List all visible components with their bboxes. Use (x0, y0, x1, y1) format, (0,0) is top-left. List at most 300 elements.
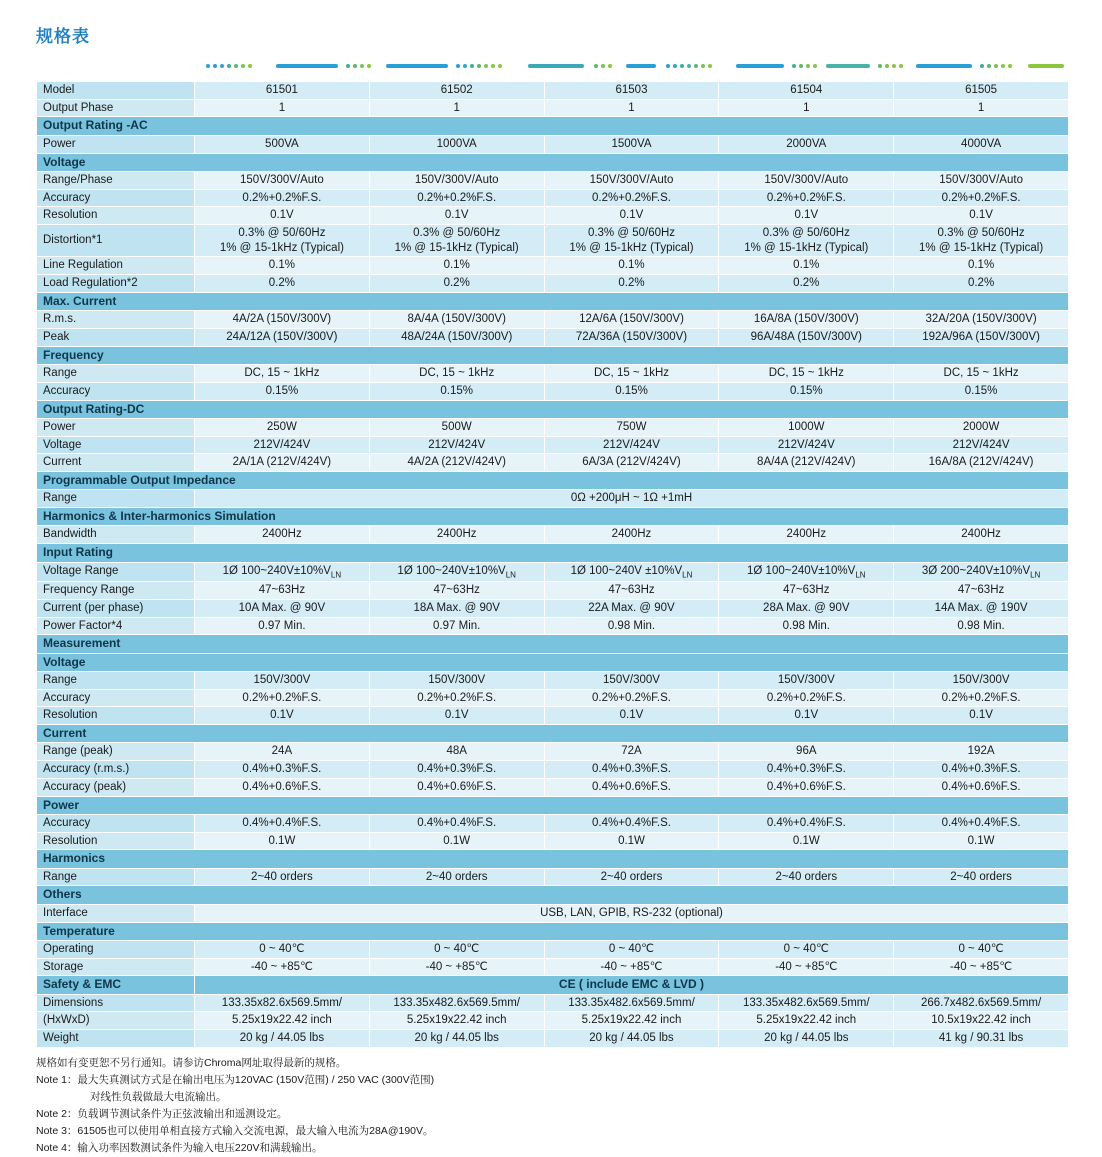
table-row (37, 707, 1069, 725)
row-cell: 0.1W (894, 832, 1069, 850)
row-cell: 20 kg / 44.05 lbs (369, 1030, 544, 1048)
row-label: Resolution (37, 832, 195, 850)
row-cell: 0 ~ 40℃ (369, 940, 544, 958)
table-section-row (37, 472, 1069, 490)
row-cell: 0.1V (195, 207, 370, 225)
row-cell: 72A/36A (150V/300V) (544, 328, 719, 346)
row-cell: 1 (369, 99, 544, 117)
row-cell: 0.98 Min. (894, 617, 1069, 635)
row-cell: 0.2%+0.2%F.S. (719, 689, 894, 707)
row-cell: 5.25x19x22.42 inch (195, 1012, 370, 1030)
table-row (37, 617, 1069, 635)
row-cell: 0.4%+0.3%F.S. (369, 761, 544, 779)
row-cell: 0.2%+0.2%F.S. (719, 189, 894, 207)
row-cell: 212V/424V (369, 436, 544, 454)
row-cell: 150V/300V/Auto (544, 171, 719, 189)
table-row (37, 904, 1069, 922)
table-section-row (37, 922, 1069, 940)
row-cell: 32A/20A (150V/300V) (894, 311, 1069, 329)
row-cell: 0.3% @ 50/60Hz 1% @ 15-1kHz (Typical) (369, 225, 544, 257)
row-cell: 2~40 orders (369, 868, 544, 886)
row-label: Resolution (37, 207, 195, 225)
table-row (37, 940, 1069, 958)
row-label: Accuracy (37, 689, 195, 707)
row-cell: 750W (544, 418, 719, 436)
table-section-row (37, 850, 1069, 868)
note-line: 规格如有变更恕不另行通知。请参访Chroma网址取得最新的规格。 (36, 1056, 347, 1069)
row-cell: 20 kg / 44.05 lbs (195, 1030, 370, 1048)
row-cell: 0.1V (894, 707, 1069, 725)
table-row (37, 582, 1069, 600)
row-cell: 10A Max. @ 90V (195, 599, 370, 617)
section-label: Others (37, 886, 1069, 904)
table-section-row (37, 117, 1069, 135)
row-cell: 0.1% (894, 257, 1069, 275)
row-label: Peak (37, 328, 195, 346)
row-cell: 2A/1A (212V/424V) (195, 454, 370, 472)
row-cell: 47~63Hz (719, 582, 894, 600)
section-label: Programmable Output Impedance (37, 472, 1069, 490)
row-cell: 96A/48A (150V/300V) (719, 328, 894, 346)
row-cell: 61505 (894, 82, 1069, 100)
table-row (37, 418, 1069, 436)
row-cell: 1 (894, 99, 1069, 117)
table-row (37, 189, 1069, 207)
row-cell: 2400Hz (369, 526, 544, 544)
row-label: Accuracy (37, 814, 195, 832)
row-cell: 1Ø $100\sim 240V\pm 10\%V_{LN}$ (369, 562, 544, 582)
row-cell: 6A/3A (212V/424V) (544, 454, 719, 472)
row-cell: 2400Hz (894, 526, 1069, 544)
row-cell: 192A (894, 743, 1069, 761)
table-row (37, 958, 1069, 976)
row-cell: 0.1W (369, 832, 544, 850)
row-cell: 0.2% (195, 275, 370, 293)
table-row (37, 454, 1069, 472)
note-line: Note 3：61505也可以使用单相直接方式输入交流电源，最大输入电流为28A@190V。 (36, 1124, 434, 1137)
row-cell: -40 ~ +85℃ (719, 958, 894, 976)
table-row (37, 526, 1069, 544)
row-cell: 28A Max. @ 90V (719, 599, 894, 617)
row-label: R.m.s. (37, 311, 195, 329)
row-label: Accuracy (peak) (37, 778, 195, 796)
table-row (37, 257, 1069, 275)
table-row (37, 275, 1069, 293)
table-section-row (37, 653, 1069, 671)
section-label: Max. Current (37, 292, 1069, 310)
row-label: Interface (37, 904, 195, 922)
row-cell: 1000W (719, 418, 894, 436)
row-cell: 0.98 Min. (544, 617, 719, 635)
table-row (37, 135, 1069, 153)
row-cell: 0.1W (195, 832, 370, 850)
row-label: Range (37, 671, 195, 689)
row-cell: 61503 (544, 82, 719, 100)
table-row (37, 82, 1069, 100)
row-label: Operating (37, 940, 195, 958)
row-cell: 5.25x19x22.42 inch (719, 1012, 894, 1030)
row-cell: 24A/12A (150V/300V) (195, 328, 370, 346)
specification-table-body (37, 82, 1069, 1048)
row-label: Accuracy (r.m.s.) (37, 761, 195, 779)
row-cell: -40 ~ +85℃ (369, 958, 544, 976)
row-merged-value: 0Ω +200μH ~ 1Ω +1mH (195, 490, 1069, 508)
row-cell: 0 ~ 40℃ (894, 940, 1069, 958)
table-row (37, 599, 1069, 617)
row-cell: -40 ~ +85℃ (544, 958, 719, 976)
row-cell: 150V/300V/Auto (719, 171, 894, 189)
section-label: Harmonics & Inter-harmonics Simulation (37, 508, 1069, 526)
table-row (37, 689, 1069, 707)
row-cell: 212V/424V (719, 436, 894, 454)
row-cell: 8A/4A (212V/424V) (719, 454, 894, 472)
row-label: Storage (37, 958, 195, 976)
row-label: Power (37, 418, 195, 436)
table-row (37, 1012, 1069, 1030)
row-cell: 0.1W (719, 832, 894, 850)
decorative-divider (36, 61, 1068, 71)
table-row (37, 365, 1069, 383)
row-cell: 250W (195, 418, 370, 436)
row-cell: 0.15% (719, 382, 894, 400)
row-cell: 0.4%+0.3%F.S. (894, 761, 1069, 779)
row-cell: 150V/300V (894, 671, 1069, 689)
table-section-row (37, 544, 1069, 562)
row-cell: 0.3% @ 50/60Hz 1% @ 15-1kHz (Typical) (544, 225, 719, 257)
row-label: Resolution (37, 707, 195, 725)
row-cell: DC, 15 ~ 1kHz (195, 365, 370, 383)
row-cell: 24A (195, 743, 370, 761)
row-cell: 0.1V (544, 707, 719, 725)
section-label: Current (37, 725, 1069, 743)
row-cell: 0.4%+0.6%F.S. (719, 778, 894, 796)
row-label: Line Regulation (37, 257, 195, 275)
row-cell: 0.1V (369, 207, 544, 225)
row-cell: 0.2% (719, 275, 894, 293)
row-cell: DC, 15 ~ 1kHz (719, 365, 894, 383)
row-cell: 1000VA (369, 135, 544, 153)
row-cell: 61504 (719, 82, 894, 100)
row-cell: 150V/300V (544, 671, 719, 689)
row-label: Load Regulation*2 (37, 275, 195, 293)
row-label: Frequency Range (37, 582, 195, 600)
row-cell: 0.4%+0.4%F.S. (195, 814, 370, 832)
notes-block (36, 1055, 1076, 1157)
table-row (37, 99, 1069, 117)
row-cell: 0.2%+0.2%F.S. (195, 689, 370, 707)
section-label: Power (37, 796, 1069, 814)
page-title: 规格表 (36, 27, 90, 46)
deco-bar-6 (826, 64, 870, 68)
row-cell: 1Ø $100\sim 240V\pm 10\%V_{LN}$ (719, 562, 894, 582)
row-cell: 0.1W (544, 832, 719, 850)
table-section-row (37, 508, 1069, 526)
deco-dots-2 (346, 64, 371, 68)
row-cell: 16A/8A (212V/424V) (894, 454, 1069, 472)
deco-bar-8 (1028, 64, 1064, 68)
row-label: Accuracy (37, 189, 195, 207)
row-label: Voltage (37, 436, 195, 454)
row-cell: 48A/24A (150V/300V) (369, 328, 544, 346)
row-cell: 0.15% (544, 382, 719, 400)
row-cell: 0.4%+0.6%F.S. (369, 778, 544, 796)
deco-dots-7 (878, 64, 903, 68)
row-cell: 0.2%+0.2%F.S. (894, 689, 1069, 707)
row-label: Range/Phase (37, 171, 195, 189)
row-cell: 22A Max. @ 90V (544, 599, 719, 617)
table-row (37, 562, 1069, 582)
deco-bar-5 (736, 64, 784, 68)
row-cell: 212V/424V (544, 436, 719, 454)
row-merged-value: USB, LAN, GPIB, RS-232 (optional) (195, 904, 1069, 922)
row-cell: 500W (369, 418, 544, 436)
row-cell: 8A/4A (150V/300V) (369, 311, 544, 329)
table-row (37, 814, 1069, 832)
row-cell: DC, 15 ~ 1kHz (544, 365, 719, 383)
row-cell: 0.4%+0.4%F.S. (894, 814, 1069, 832)
row-cell: 0.2%+0.2%F.S. (544, 689, 719, 707)
row-cell: 2000W (894, 418, 1069, 436)
table-section-row (37, 976, 1069, 994)
section-merged-value: CE ( include EMC & LVD ) (195, 976, 1069, 994)
row-label: Dimensions (37, 994, 195, 1012)
row-label: Power (37, 135, 195, 153)
section-label: Harmonics (37, 850, 1069, 868)
row-cell: 212V/424V (195, 436, 370, 454)
table-row (37, 832, 1069, 850)
row-label: Voltage Range (37, 562, 195, 582)
row-cell: 4A/2A (212V/424V) (369, 454, 544, 472)
row-cell: 0.4%+0.3%F.S. (544, 761, 719, 779)
row-cell: 0 ~ 40℃ (719, 940, 894, 958)
note-line: Note 2：负载调节测试条件为正弦波输出和遥测设定。 (36, 1107, 288, 1120)
row-cell: 12A/6A (150V/300V) (544, 311, 719, 329)
row-cell: 0 ~ 40℃ (195, 940, 370, 958)
row-cell: 3Ø $200\sim 240V\pm 10\%V_{LN}$ (894, 562, 1069, 582)
table-row (37, 868, 1069, 886)
table-section-row (37, 796, 1069, 814)
row-cell: 2400Hz (719, 526, 894, 544)
row-cell: 0.4%+0.4%F.S. (544, 814, 719, 832)
row-cell: 133.35x482.6x569.5mm/ (719, 994, 894, 1012)
section-label: Measurement (37, 635, 1069, 653)
row-label: Bandwidth (37, 526, 195, 544)
section-label: Input Rating (37, 544, 1069, 562)
table-section-row (37, 635, 1069, 653)
row-cell: 1 (544, 99, 719, 117)
table-row (37, 671, 1069, 689)
specification-table (36, 81, 1069, 1048)
row-label: Accuracy (37, 382, 195, 400)
table-row (37, 778, 1069, 796)
table-row (37, 171, 1069, 189)
row-cell: 20 kg / 44.05 lbs (719, 1030, 894, 1048)
row-cell: 0.1V (719, 207, 894, 225)
row-cell: 0.3% @ 50/60Hz 1% @ 15-1kHz (Typical) (195, 225, 370, 257)
row-cell: 20 kg / 44.05 lbs (544, 1030, 719, 1048)
row-cell: 192A/96A (150V/300V) (894, 328, 1069, 346)
table-row (37, 743, 1069, 761)
row-cell: 0.2%+0.2%F.S. (894, 189, 1069, 207)
row-cell: 1Ø 100~240V $\pm 10\%V_{LN}$ (544, 562, 719, 582)
row-cell: -40 ~ +85℃ (195, 958, 370, 976)
row-cell: 0.98 Min. (719, 617, 894, 635)
deco-bar-7 (916, 64, 972, 68)
spec-sheet-page (0, 22, 1102, 1157)
row-cell: 133.35x482.6x569.5mm/ (544, 994, 719, 1012)
row-cell: 1 (719, 99, 894, 117)
row-cell: 5.25x19x22.42 inch (544, 1012, 719, 1030)
row-cell: 150V/300V (719, 671, 894, 689)
row-cell: 4000VA (894, 135, 1069, 153)
table-section-row (37, 725, 1069, 743)
row-cell: 47~63Hz (195, 582, 370, 600)
row-cell: 16A/8A (150V/300V) (719, 311, 894, 329)
row-label: Range (37, 490, 195, 508)
row-cell: 0.1V (894, 207, 1069, 225)
table-row (37, 436, 1069, 454)
section-label: Voltage (37, 653, 1069, 671)
row-cell: 0.1V (195, 707, 370, 725)
row-cell: 0.15% (894, 382, 1069, 400)
row-cell: 0.4%+0.6%F.S. (894, 778, 1069, 796)
table-section-row (37, 292, 1069, 310)
row-cell: 0.2%+0.2%F.S. (544, 189, 719, 207)
row-cell: 0.1% (195, 257, 370, 275)
row-cell: -40 ~ +85℃ (894, 958, 1069, 976)
row-cell: 0.2%+0.2%F.S. (369, 189, 544, 207)
table-row (37, 311, 1069, 329)
row-cell: 47~63Hz (894, 582, 1069, 600)
row-label: Distortion*1 (37, 225, 195, 257)
row-cell: 0.4%+0.6%F.S. (544, 778, 719, 796)
row-cell: 2~40 orders (195, 868, 370, 886)
row-cell: 61501 (195, 82, 370, 100)
row-label: Range (peak) (37, 743, 195, 761)
row-cell: 133.35x82.6x569.5mm/ (195, 994, 370, 1012)
table-row (37, 761, 1069, 779)
deco-bar-4 (626, 64, 656, 68)
deco-bar-3 (528, 64, 584, 68)
row-cell: 0.97 Min. (369, 617, 544, 635)
row-cell: 0.97 Min. (195, 617, 370, 635)
row-label: Range (37, 868, 195, 886)
row-cell: 2400Hz (195, 526, 370, 544)
row-cell: 47~63Hz (369, 582, 544, 600)
note-line: 对线性负载做最大电流输出。 (90, 1090, 227, 1103)
note-line: Note 1：最大失真测试方式是在输出电压为120VAC (150V范围) / 250 VAC (300V范围) (36, 1073, 435, 1086)
row-cell: 0.4%+0.3%F.S. (719, 761, 894, 779)
section-label: Temperature (37, 922, 1069, 940)
row-cell: 96A (719, 743, 894, 761)
row-cell: 0.2% (894, 275, 1069, 293)
row-label: (HxWxD) (37, 1012, 195, 1030)
row-cell: 5.25x19x22.42 inch (369, 1012, 544, 1030)
table-row (37, 207, 1069, 225)
row-cell: 2000VA (719, 135, 894, 153)
table-section-row (37, 400, 1069, 418)
row-cell: 150V/300V/Auto (894, 171, 1069, 189)
row-cell: 150V/300V/Auto (195, 171, 370, 189)
row-cell: 212V/424V (894, 436, 1069, 454)
row-cell: 2~40 orders (719, 868, 894, 886)
row-cell: 18A Max. @ 90V (369, 599, 544, 617)
row-cell: 150V/300V (369, 671, 544, 689)
row-cell: 61502 (369, 82, 544, 100)
section-label: Voltage (37, 153, 1069, 171)
row-label: Current (per phase) (37, 599, 195, 617)
row-cell: 14A Max. @ 190V (894, 599, 1069, 617)
table-section-row (37, 346, 1069, 364)
table-row (37, 382, 1069, 400)
row-cell: 47~63Hz (544, 582, 719, 600)
row-cell: 0.1V (369, 707, 544, 725)
row-cell: 150V/300V (195, 671, 370, 689)
row-label: Weight (37, 1030, 195, 1048)
deco-bar-1 (276, 64, 338, 68)
table-section-row (37, 886, 1069, 904)
section-label: Frequency (37, 346, 1069, 364)
section-label: Output Rating -AC (37, 117, 1069, 135)
row-cell: 0.4%+0.3%F.S. (195, 761, 370, 779)
row-cell: 150V/300V/Auto (369, 171, 544, 189)
row-label: Range (37, 365, 195, 383)
row-cell: 1 (195, 99, 370, 117)
row-cell: 0.2%+0.2%F.S. (195, 189, 370, 207)
row-cell: 0.4%+0.6%F.S. (195, 778, 370, 796)
row-cell: DC, 15 ~ 1kHz (369, 365, 544, 383)
row-cell: 0.2%+0.2%F.S. (369, 689, 544, 707)
row-cell: 0.1V (719, 707, 894, 725)
row-label: Model (37, 82, 195, 100)
row-cell: 0.4%+0.4%F.S. (719, 814, 894, 832)
table-row (37, 1030, 1069, 1048)
table-section-row (37, 153, 1069, 171)
row-cell: 1500VA (544, 135, 719, 153)
table-row (37, 994, 1069, 1012)
table-row (37, 328, 1069, 346)
table-row (37, 225, 1069, 257)
row-label: Power Factor*4 (37, 617, 195, 635)
row-cell: 2~40 orders (544, 868, 719, 886)
row-cell: 133.35x482.6x569.5mm/ (369, 994, 544, 1012)
deco-dots-8 (980, 64, 1012, 68)
deco-dots-4 (594, 64, 612, 68)
row-cell: 0.3% @ 50/60Hz 1% @ 15-1kHz (Typical) (894, 225, 1069, 257)
row-cell: 0.15% (195, 382, 370, 400)
deco-dots-6 (792, 64, 817, 68)
row-cell: 2400Hz (544, 526, 719, 544)
section-label: Safety & EMC (37, 976, 195, 994)
row-cell: 4A/2A (150V/300V) (195, 311, 370, 329)
deco-dots-3 (456, 64, 502, 68)
table-row (37, 490, 1069, 508)
section-label: Output Rating-DC (37, 400, 1069, 418)
row-cell: 2~40 orders (894, 868, 1069, 886)
row-label: Output Phase (37, 99, 195, 117)
row-cell: 0.2% (544, 275, 719, 293)
row-cell: 0 ~ 40℃ (544, 940, 719, 958)
row-cell: 0.1% (544, 257, 719, 275)
row-cell: 41 kg / 90.31 lbs (894, 1030, 1069, 1048)
note-line: Note 4：输入功率因数测试条件为输入电压220V和满载输出。 (36, 1141, 323, 1154)
row-cell: 0.1% (719, 257, 894, 275)
deco-bar-2 (386, 64, 448, 68)
deco-dots-1 (206, 64, 252, 68)
row-label: Current (37, 454, 195, 472)
row-cell: 0.1% (369, 257, 544, 275)
row-cell: DC, 15 ~ 1kHz (894, 365, 1069, 383)
